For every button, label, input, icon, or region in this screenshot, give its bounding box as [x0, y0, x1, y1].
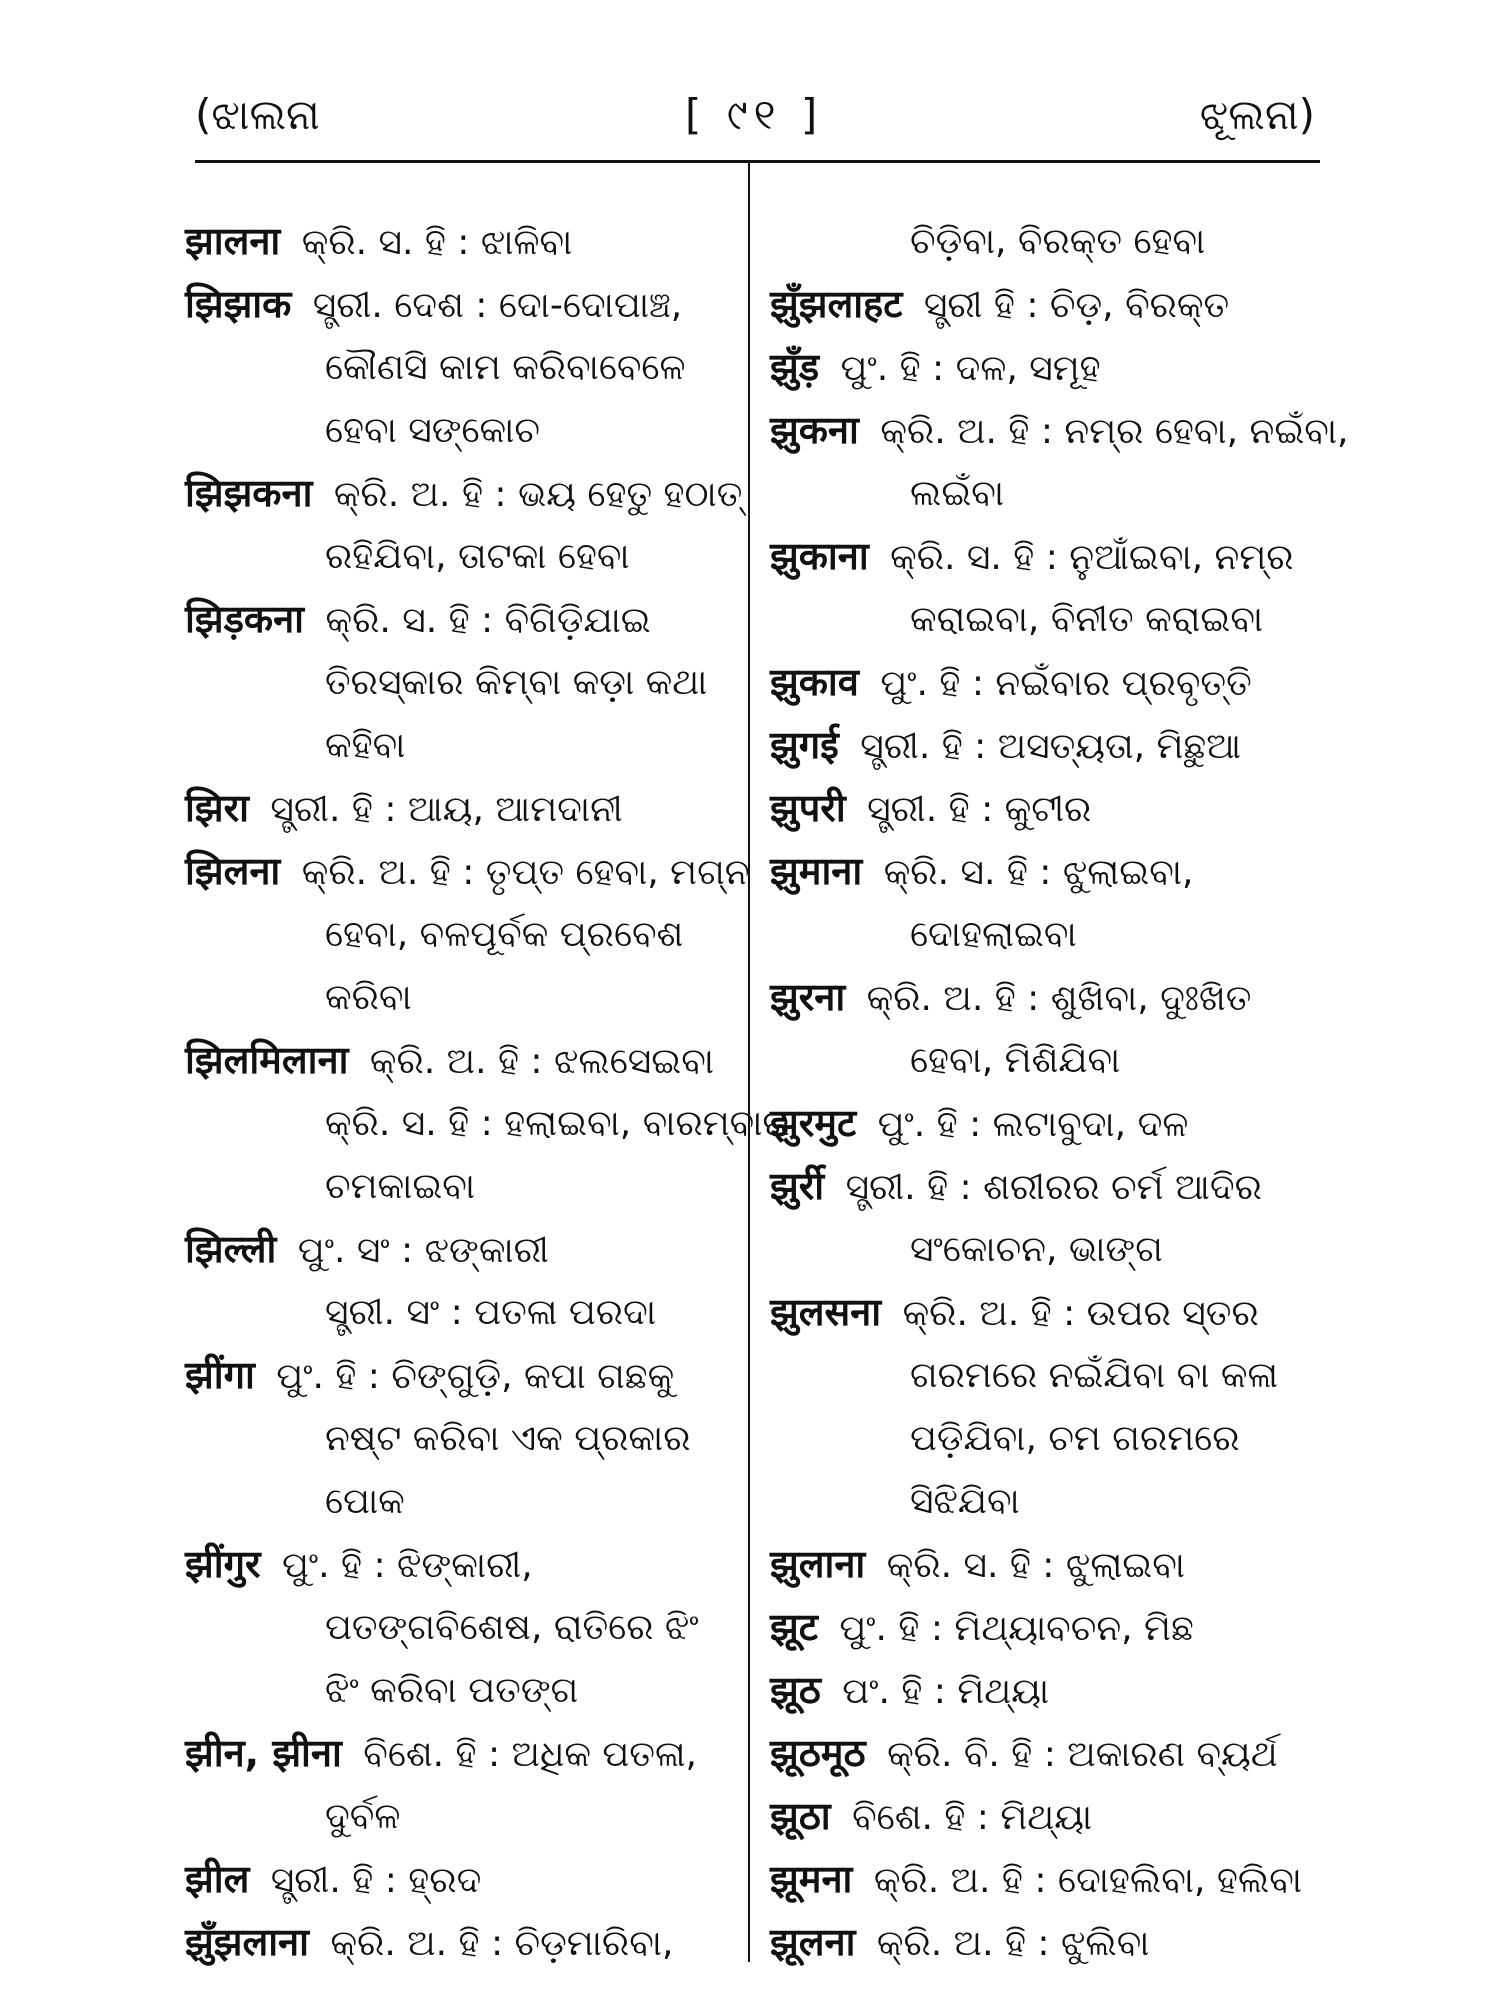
entry-line: [185, 903, 730, 966]
headword: झुलसना: [770, 1290, 882, 1334]
definition: ସ୍ତ୍ରୀ. ହି : ଆୟ, ଆମଦାନୀ: [270, 789, 623, 830]
definition: ସ୍ତ୍ରୀ ହି : ଚିଡ଼, ବିରକ୍ତ: [923, 285, 1230, 326]
headword: झुरना: [770, 975, 846, 1019]
headword: झींगा: [185, 1353, 255, 1397]
entry-line: [770, 399, 1349, 462]
headword: झील: [185, 1857, 250, 1901]
headword: झूठ: [770, 1668, 821, 1712]
definition-continuation: ନଷ୍ଟ କରିବା ଏକ ପ୍ରକାର: [325, 1418, 691, 1459]
entry-line: [770, 1911, 1320, 1974]
definition-continuation: ଝିଂ କରିବା ପତଙ୍ଗ: [325, 1670, 579, 1711]
entry-line: [770, 336, 1320, 399]
header-rule: [195, 160, 1320, 163]
definition-continuation: ପତଙ୍ଗବିଶେଷ, ରାତିରେ ଝିଂ: [325, 1607, 699, 1648]
definition: ସ୍ତ୍ରୀ. ହି : ଅସତ୍ୟତା, ମିଛୁଆ: [860, 726, 1242, 767]
headword: झिलना: [185, 849, 281, 893]
headword: झुपरी: [770, 786, 846, 830]
entry-line: [185, 1344, 730, 1407]
entry-line: [185, 273, 730, 336]
entry-line: [185, 840, 750, 903]
entry-line: [185, 1029, 730, 1092]
headword: झुकाना: [770, 534, 869, 578]
definition: କ୍ରି. ସ. ହି : ନୁଆଁଇବା, ନମ୍ର: [890, 537, 1294, 578]
entry-line: [185, 588, 730, 651]
headword: झुलाना: [770, 1542, 866, 1586]
headword: झुँझलाहट: [770, 282, 903, 326]
definition: କ୍ରି. ଅ. ହି : ଚିଡ଼ମାରିବା,: [330, 1923, 674, 1964]
headword: झिझाक: [185, 282, 292, 326]
headword: झूमना: [770, 1857, 853, 1901]
definition-continuation: ଲଇଁବା: [910, 473, 1005, 514]
headword: झुरमुट: [770, 1101, 857, 1145]
entry-line: [770, 1155, 1320, 1218]
entry-line: [185, 1155, 730, 1218]
definition-continuation: ସିଝିଯିବା: [910, 1481, 1020, 1522]
entry-line: [185, 1785, 730, 1848]
headword: झिड़कना: [185, 597, 305, 641]
headword: झूलना: [770, 1920, 856, 1964]
entry-line: [185, 1470, 730, 1533]
headword: झुमाना: [770, 849, 863, 893]
definition-continuation: ରହିଯିବା, ତାଟକା ହେବା: [325, 536, 630, 577]
entry-line: [185, 714, 730, 777]
definition-continuation: କ୍ରି. ସ. ହି : ହଲାଇବା, ବାରମ୍ବାର: [325, 1103, 790, 1144]
entry-line: [185, 210, 730, 273]
entry-line: [770, 714, 1320, 777]
entry-line: [185, 1911, 730, 1974]
entry-line: [770, 1659, 1320, 1722]
entry-line: [770, 840, 1320, 903]
headword: झूठमूठ: [770, 1731, 866, 1775]
definition: କ୍ରି. ସ. ହି : ବିଗିଡ଼ିଯାଇ: [325, 600, 651, 641]
entry-line: [770, 273, 1320, 336]
entry-line: [185, 1848, 730, 1911]
definition-continuation: କୌଣସି କାମ କରିବାବେଳେ: [325, 347, 686, 388]
definition-continuation: ପୋକ: [325, 1481, 405, 1522]
entry-line: [185, 1722, 730, 1785]
definition: ସ୍ତ୍ରୀ. ହି : ଶରୀରର ଚର୍ମ ଆଦିର: [845, 1167, 1262, 1208]
entry-line: [770, 588, 1320, 651]
headword: झुगई: [770, 723, 839, 767]
definition: କ୍ରି. ଅ. ହି : ଶୁଖିବା, ଦୁଃଖିତ: [866, 978, 1252, 1019]
definition: କ୍ରି. ସ. ହି : ଝୁଲାଇବା: [886, 1545, 1185, 1586]
headword: झूट: [770, 1605, 818, 1649]
definition-continuation: ହେବା, ବଳପୂର୍ବକ ପ୍ରବେଶ: [325, 914, 684, 955]
definition-continuation: ପଡ଼ିଯିବା, ଚମ ଗରମରେ: [910, 1418, 1240, 1459]
entry-line: [770, 1533, 1320, 1596]
entry-line: [770, 210, 1320, 273]
entry-line: [770, 1344, 1320, 1407]
entry-line: [770, 525, 1320, 588]
entry-line: [770, 966, 1320, 1029]
entry-line: [770, 1092, 1320, 1155]
left-column: [185, 210, 790, 1974]
definition-continuation: ଚିଡ଼ିବା, ବିରକ୍ତ ହେବା: [910, 221, 1206, 262]
entry-line: [770, 1596, 1320, 1659]
entry-line: [185, 777, 730, 840]
header-left-guide-word: (ଝାଲନା: [195, 90, 320, 139]
definition: କ୍ରି. ଅ. ହି : ତୃପ୍ତ ହେବା, ମଗ୍ନ: [301, 852, 750, 893]
definition-continuation: ହେବା ସଙ୍କୋଚ: [325, 410, 540, 451]
headword: झिरा: [185, 786, 249, 830]
entry-line: [770, 1470, 1320, 1533]
entry-line: [770, 1722, 1320, 1785]
entry-line: [185, 1659, 730, 1722]
definition: ପୁଂ. ହି : ନଇଁବାର ପ୍ରବୃତ୍ତି: [880, 663, 1252, 704]
definition-continuation: ଚମକାଇବା: [325, 1166, 476, 1207]
entry-line: [185, 399, 730, 462]
headword: झुर्री: [770, 1164, 825, 1208]
definition-continuation: କରିବା: [325, 977, 412, 1018]
headword: झिलमिलाना: [185, 1038, 349, 1082]
definition-continuation: ଗରମରେ ନଇଁଯିବା ବା କଳା: [910, 1355, 1279, 1396]
headword: झुकाव: [770, 660, 859, 704]
definition-continuation: ହେବା, ମିଶିଯିବା: [910, 1040, 1121, 1081]
entry-line: [185, 1533, 730, 1596]
headword: झिल्ली: [185, 1227, 277, 1271]
entry-line: [185, 651, 730, 714]
entry-line: [770, 1218, 1320, 1281]
headword: झुकना: [770, 408, 859, 452]
right-column: [770, 210, 1349, 1974]
entry-line: [770, 462, 1320, 525]
headword: झिझकना: [185, 471, 313, 515]
definition: ସ୍ତ୍ରୀ. ହି : କୁଟୀର: [867, 789, 1092, 830]
entry-line: [185, 1218, 730, 1281]
definition: କ୍ରି. ସ. ହି : ଝୁଲାଇବା,: [883, 852, 1194, 893]
entry-line: [185, 336, 730, 399]
headword: झींगुर: [185, 1542, 261, 1586]
headword: झुँड़: [770, 345, 820, 389]
headword: झीन, झीना: [185, 1731, 342, 1775]
entry-line: [185, 966, 730, 1029]
entry-line: [770, 903, 1320, 966]
definition-continuation: କହିବା: [325, 725, 406, 766]
definition: କ୍ରି. ଅ. ହି : ଝଲସେଇବା: [369, 1041, 714, 1082]
entry-line: [770, 1407, 1320, 1470]
page-number: [ ୯୧ ]: [685, 90, 824, 139]
entry-line: [770, 1029, 1320, 1092]
definition-continuation: ଦୁର୍ବଳ: [325, 1796, 401, 1837]
definition: ସ୍ତ୍ରୀ. ହି : ହ୍ରଦ: [270, 1860, 482, 1901]
headword: झालना: [185, 219, 281, 263]
definition: କ୍ରି. ଅ. ହି : ନମ୍ର ହେବା, ନଇଁବା,: [880, 411, 1349, 452]
definition: ପୁଂ. ହି : ଲଟାବୁଦା, ଦଳ: [877, 1104, 1189, 1145]
definition: କ୍ରି. ସ. ହି : ଝାଳିବା: [301, 222, 573, 263]
definition: ପଂ. ହି : ମିଥ୍ୟା: [842, 1671, 1050, 1712]
definition: ପୁଂ. ସଂ : ଝଙ୍କାରୀ: [297, 1230, 549, 1271]
definition-continuation: ସ୍ତ୍ରୀ. ସଂ : ପତଳା ପରଦା: [325, 1292, 657, 1333]
definition: ପୁଂ. ହି : ଝିଙ୍କାରୀ,: [281, 1545, 533, 1586]
entry-line: [185, 462, 743, 525]
header-right-guide-word: ଝୂଲନା): [1199, 90, 1315, 139]
entry-line: [185, 1281, 730, 1344]
entry-line: [185, 1092, 790, 1155]
headword: झूठा: [770, 1794, 831, 1838]
definition: କ୍ରି. ଅ. ହି : ଭୟ ହେତୁ ହଠାତ୍: [333, 474, 743, 515]
definition: କ୍ରି. ଅ. ହି : ଦୋହଲିବା, ହଲିବା: [873, 1860, 1302, 1901]
headword: झुँझलाना: [185, 1920, 309, 1964]
entry-line: [185, 525, 730, 588]
entry-line: [185, 1596, 730, 1659]
entry-line: [770, 1848, 1320, 1911]
definition-continuation: ଦୋହଲାଇବା: [910, 914, 1077, 955]
definition: ବିଶେ. ହି : ଅଧିକ ପତଳା,: [363, 1734, 697, 1775]
entry-line: [770, 651, 1320, 714]
definition: ପୁଂ. ହି : ଦଳ, ସମୂହ: [840, 348, 1101, 389]
entry-line: [185, 1407, 730, 1470]
definition: କ୍ରି. ଅ. ହି : ଝୁଲିବା: [876, 1923, 1150, 1964]
definition: ପୁଂ. ହି : ଚିଙ୍ଗୁଡ଼ି, କପା ଗଛକୁ: [276, 1356, 675, 1397]
definition-continuation: ତିରସ୍କାର କିମ୍ବା କଡ଼ା କଥା: [325, 662, 708, 703]
definition: କ୍ରି. ବି. ହି : ଅକାରଣ ବ୍ୟର୍ଥ: [887, 1734, 1278, 1775]
definition-continuation: କରାଇବା, ବିନୀତ କରାଇବା: [910, 599, 1264, 640]
entry-line: [770, 777, 1320, 840]
column-divider: [748, 162, 750, 1962]
definition: ପୁଂ. ହି : ମିଥ୍ୟାବଚନ, ମିଛ: [839, 1608, 1194, 1649]
definition-continuation: ସଂକୋଚନ, ଭାଙ୍ଗ: [910, 1229, 1163, 1270]
definition: ବିଶେ. ହି : ମିଥ୍ୟା: [852, 1797, 1093, 1838]
definition: କ୍ରି. ଅ. ହି : ଉପର ସ୍ତର: [902, 1293, 1259, 1334]
entry-line: [770, 1281, 1320, 1344]
page-header: [195, 90, 1315, 154]
entry-line: [770, 1785, 1320, 1848]
definition: ସ୍ତ୍ରୀ. ଦେଶ : ଦୋ-ଦୋପାଞ୍ଚ,: [312, 285, 683, 326]
